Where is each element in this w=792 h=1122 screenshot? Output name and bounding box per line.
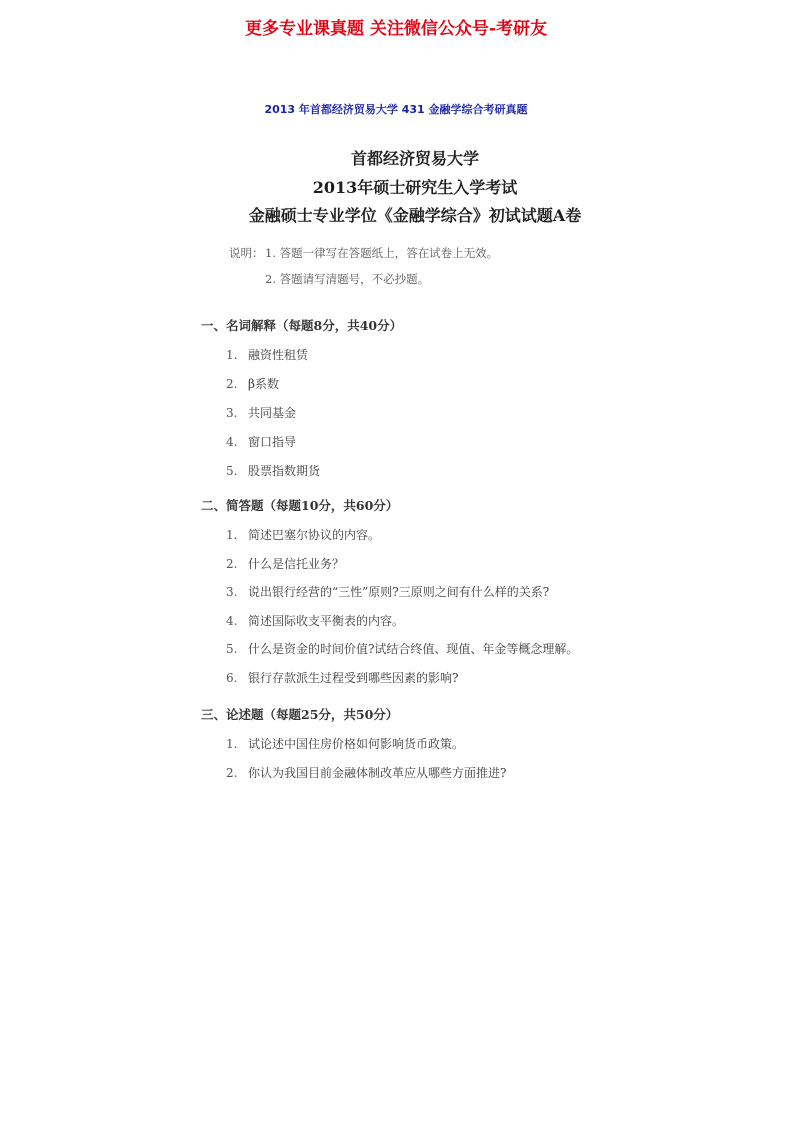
- section-heading: 二、简答题（每题10分，共60分）: [201, 498, 399, 513]
- question-item: [226, 583, 549, 600]
- question-number: 1.: [226, 528, 238, 542]
- question-number: 3.: [226, 406, 238, 420]
- section-heading: 一、名词解释（每题8分，共40分）: [201, 318, 403, 333]
- question-item: [226, 404, 296, 421]
- question-number: 1.: [226, 348, 238, 362]
- question-number: 1.: [226, 737, 238, 751]
- question-item: [226, 346, 308, 363]
- question-text: 共同基金: [248, 406, 297, 420]
- instruction-text: 答题请写清题号，不必抄题。: [279, 272, 430, 286]
- question-text: 股票指数期货: [248, 464, 321, 478]
- instructions-label: 说明：: [229, 246, 264, 260]
- question-item: [226, 640, 578, 657]
- question-number: 4.: [226, 435, 238, 449]
- question-number: 2.: [226, 557, 238, 571]
- question-number: 2.: [226, 377, 238, 391]
- question-item: [226, 555, 344, 572]
- question-item: [226, 669, 458, 686]
- instruction-text: 答题一律写在答题纸上，答在试卷上无效。: [279, 246, 499, 260]
- question-number: 5.: [226, 464, 238, 478]
- question-text: 你认为我国目前金融体制改革应从哪些方面推进?: [248, 766, 507, 780]
- question-text: 什么是信托业务？: [248, 557, 345, 571]
- section-heading: 三、论述题（每题25分，共50分）: [201, 707, 399, 722]
- question-number: 2.: [226, 766, 238, 780]
- question-item: [226, 375, 279, 392]
- question-text: 试论述中国住房价格如何影响货币政策。: [248, 737, 465, 751]
- question-item: [226, 526, 380, 543]
- question-text: β系数: [248, 377, 279, 391]
- question-text: 什么是资金的时间价值?试结合终值、现值、年金等概念理解。: [248, 642, 579, 656]
- instruction-item: [265, 271, 429, 287]
- question-item: [226, 433, 296, 450]
- exam-name: 2013年硕士研究生入学考试: [312, 178, 518, 197]
- promo-banner: 更多专业课真题 关注微信公众号-考研友: [245, 19, 547, 39]
- question-number: 4.: [226, 614, 238, 628]
- question-text: 窗口指导: [248, 435, 297, 449]
- university-name: 首都经济贸易大学: [350, 149, 479, 168]
- instruction-item: [265, 245, 498, 261]
- question-text: 说出银行经营的“三性”原则?三原则之间有什么样的关系?: [248, 585, 550, 599]
- instruction-number: 1.: [265, 246, 276, 260]
- question-item: [226, 735, 464, 752]
- question-item: [226, 764, 506, 781]
- document-title: 2013 年首都经济贸易大学 431 金融学综合考研真题: [264, 103, 528, 116]
- question-number: 3.: [226, 585, 238, 599]
- question-number: 5.: [226, 642, 238, 656]
- question-text: 简述国际收支平衡表的内容。: [248, 614, 405, 628]
- paper-name: 金融硕士专业学位《金融学综合》初试试题A卷: [248, 206, 582, 225]
- question-text: 简述巴塞尔协议的内容。: [248, 528, 381, 542]
- question-text: 银行存款派生过程受到哪些因素的影响?: [248, 671, 459, 685]
- question-number: 6.: [226, 671, 238, 685]
- instruction-number: 2.: [265, 272, 276, 286]
- question-item: [226, 462, 320, 479]
- question-text: 融资性租赁: [248, 348, 309, 362]
- question-item: [226, 612, 404, 629]
